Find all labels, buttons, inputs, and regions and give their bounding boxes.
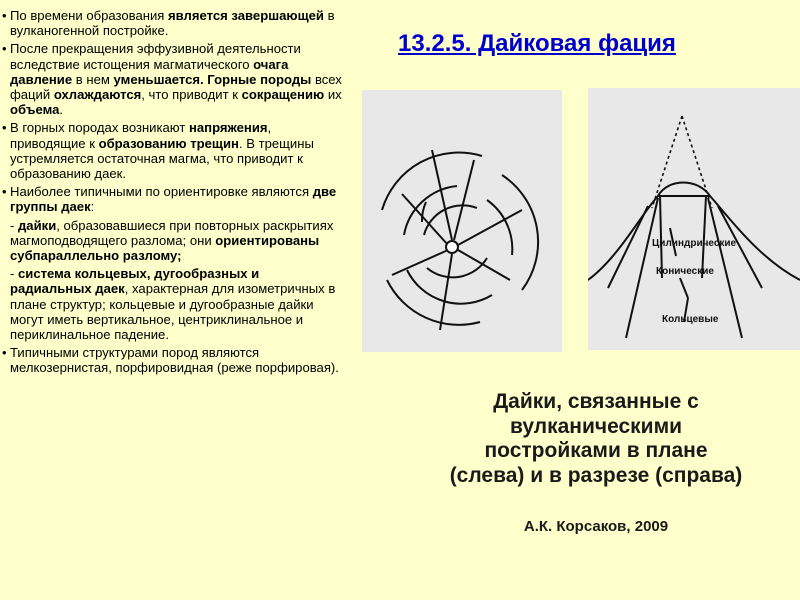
text-segment: всех фаций: [10, 71, 342, 103]
bullet-item: [2, 41, 342, 117]
bold-text: очага давление: [10, 56, 289, 87]
text-segment: в нем: [72, 71, 114, 87]
sub-item: [2, 266, 342, 342]
bullet-item: [2, 345, 342, 375]
bullet-list: [2, 8, 342, 379]
figure-background: [588, 88, 800, 350]
caption-line: Дайки, связанные с: [493, 390, 699, 413]
bullet-text: [10, 345, 339, 375]
text-segment: , образовавшиеся при повторных раскрытиях магмоподводящего разлома; они: [10, 217, 334, 248]
text-segment: В горных породах возникают: [10, 120, 189, 136]
text-segment: , приводящие к: [10, 120, 272, 151]
caption-line: постройками в плане: [484, 439, 708, 463]
bold-text: охлаждаются: [53, 87, 142, 103]
bullet-text: [10, 120, 314, 181]
bold-text: дайки: [18, 217, 57, 233]
text-segment: После прекращения эффузивной деятельности вследствие истощения магматического: [10, 41, 301, 72]
bold-text: напряжения: [188, 120, 268, 136]
text-segment: в вулканогенной постройке.: [10, 8, 335, 39]
bullet-dot: •: [2, 345, 7, 361]
section-view-figure: [588, 88, 800, 350]
bold-text: ориентированы субпараллельно разлому;: [10, 232, 320, 264]
bold-text: две группы даек: [10, 184, 337, 215]
text-segment: :: [90, 199, 95, 215]
label-cylindrical: Цилиндрические: [652, 238, 737, 249]
bullet-dot: •: [2, 120, 7, 136]
text-segment: , характерная для изометричных в плане структур; кольцевые и дугообразные дайки могут иметь вертикальное, центриклинальное и периклинальное падение.: [10, 281, 336, 343]
bullet-dot: •: [2, 41, 7, 57]
bold-text: система кольцевых, дугообразных и радиальных даек: [10, 266, 260, 297]
label-ring: Кольцевые: [662, 314, 719, 325]
bullet-item: [2, 8, 342, 38]
bold-text: уменьшается. Горные породы: [113, 71, 312, 87]
text-segment: По времени образования: [10, 8, 169, 23]
text-segment: . В трещины устремляется остаточная магма, что приводит к образованию даек.: [10, 135, 314, 182]
page-title: 13.2.5. Дайковая фация: [398, 30, 676, 57]
bullet-text: [10, 8, 335, 38]
bold-text: образованию трещин: [98, 135, 239, 151]
text-segment: , что приводит к: [141, 87, 242, 103]
text-segment: -: [10, 266, 18, 282]
bullet-item: [2, 184, 342, 214]
text-segment: Наиболее типичными по ориентировке являются: [10, 184, 313, 200]
figure-background: [362, 90, 562, 352]
text-segment: Типичными структурами пород являются мелкозернистая, порфировидная (реже порфировая).: [10, 345, 339, 376]
bold-text: объема: [10, 102, 60, 118]
text-segment: их: [324, 87, 342, 103]
bullet-text: [10, 41, 342, 117]
central-vent: [446, 241, 458, 253]
citation: А.К. Корсаков, 2009: [523, 518, 669, 535]
bullet-item: [2, 120, 342, 181]
caption-line: (слева) и в разрезе (справа): [449, 463, 743, 487]
plan-view-figure: [362, 90, 562, 352]
bullet-text: [10, 184, 336, 214]
caption-line: вулканическими: [509, 414, 683, 438]
bold-text: завершающей: [231, 8, 324, 23]
bullet-dot: •: [2, 8, 7, 23]
figure-caption: [392, 390, 800, 488]
text-segment: .: [59, 102, 64, 118]
bold-text: является: [168, 8, 228, 23]
label-conical: Конические: [656, 266, 714, 277]
text-segment: -: [10, 217, 18, 233]
bullet-dot: •: [2, 184, 7, 200]
bold-text: сокращению: [241, 87, 325, 103]
sub-item: [2, 218, 342, 264]
